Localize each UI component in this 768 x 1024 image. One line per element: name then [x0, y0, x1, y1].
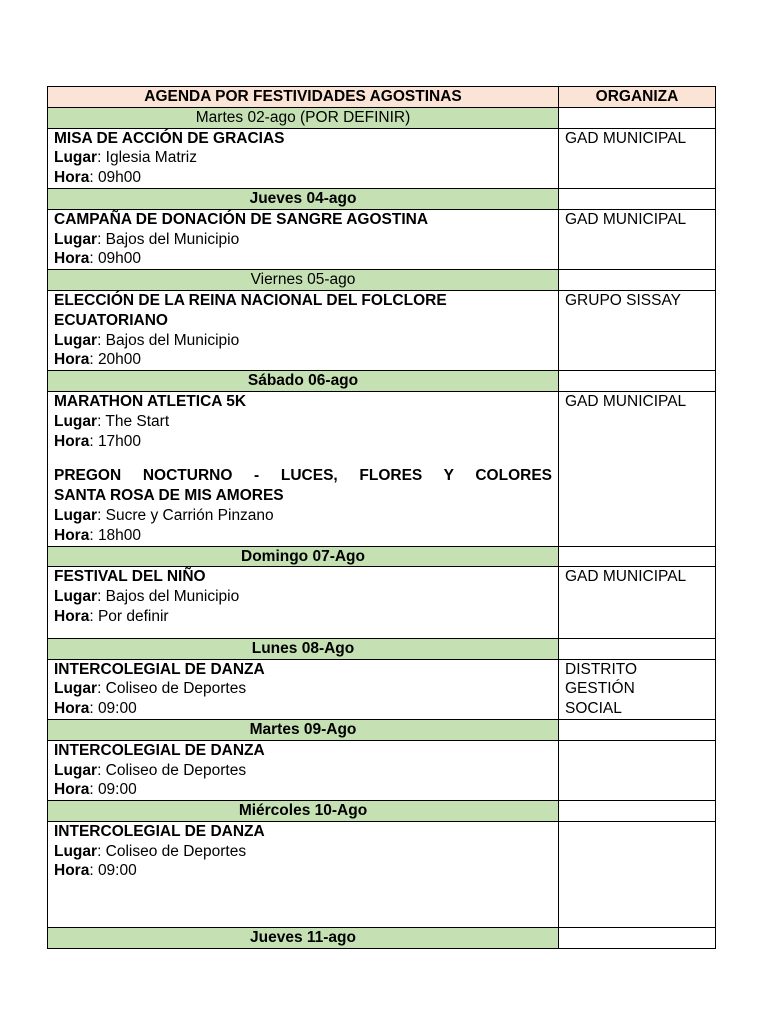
event-title: FESTIVAL DEL NIÑO [54, 568, 206, 586]
event-row [48, 821, 716, 927]
date-cell: Jueves 11-ago [48, 928, 559, 949]
date-row [48, 719, 716, 740]
time-value: : 09:00 [89, 862, 137, 880]
event-cell [48, 128, 559, 188]
location-label: Lugar [54, 149, 98, 167]
time-value: : 09h00 [89, 169, 142, 187]
time-label: Hora [54, 607, 90, 625]
time-value: : 20h00 [89, 351, 142, 369]
date-row [48, 107, 716, 128]
event-cell [48, 209, 559, 269]
event-title-line: PREGON NOCTURNO - LUCES, FLORES Y COLORES [54, 467, 552, 485]
date-cell: Martes 09-Ago [48, 719, 559, 740]
organiza-header: ORGANIZA [559, 87, 716, 108]
table-header-row [48, 87, 716, 108]
event-time [54, 780, 552, 800]
event-time [54, 607, 552, 627]
date-organiza-cell [559, 107, 716, 128]
time-value: : 09:00 [89, 781, 137, 799]
event-time [54, 249, 552, 269]
location-value: : Coliseo de Deportes [97, 761, 247, 779]
event-cell [48, 567, 559, 638]
date-organiza-cell [559, 801, 716, 822]
time-value: : 09:00 [89, 700, 137, 718]
date-organiza-cell [559, 546, 716, 567]
event-time [54, 861, 552, 881]
organizer-cell [559, 740, 716, 800]
time-label: Hora [54, 250, 90, 268]
location-value: : Bajos del Municipio [97, 230, 240, 248]
location-value: : Bajos del Municipio [97, 331, 240, 349]
date-organiza-cell [559, 928, 716, 949]
date-row [48, 371, 716, 392]
date-row [48, 638, 716, 659]
event-time [54, 432, 552, 452]
organizer-cell [559, 821, 716, 927]
date-cell: Sábado 06-ago [48, 371, 559, 392]
organizer-cell: GAD MUNICIPAL [559, 567, 716, 638]
location-value: : The Start [97, 412, 170, 430]
date-cell: Lunes 08-Ago [48, 638, 559, 659]
event-location [54, 761, 552, 781]
organizer-line: DISTRITO [565, 660, 638, 678]
time-value: : 17h00 [89, 432, 142, 450]
event-title: CAMPAÑA DE DONACIÓN DE SANGRE AGOSTINA [54, 210, 429, 228]
organizer-line: SOCIAL [565, 700, 622, 718]
event-cell [48, 290, 559, 370]
organizer-line: GESTIÓN [565, 680, 635, 698]
location-label: Lugar [54, 680, 98, 698]
location-value: : Coliseo de Deportes [97, 842, 247, 860]
event-title [54, 291, 552, 331]
date-organiza-cell [559, 270, 716, 291]
time-label: Hora [54, 169, 90, 187]
time-label: Hora [54, 862, 90, 880]
location-label: Lugar [54, 588, 98, 606]
event-spacer [54, 451, 552, 466]
time-label: Hora [54, 432, 90, 450]
date-row [48, 270, 716, 291]
location-label: Lugar [54, 761, 98, 779]
date-row [48, 801, 716, 822]
location-value: : Bajos del Municipio [97, 588, 240, 606]
location-label: Lugar [54, 506, 98, 524]
time-label: Hora [54, 351, 90, 369]
event-row [48, 290, 716, 370]
event-row [48, 128, 716, 188]
event-location [54, 842, 552, 862]
event-location [54, 412, 552, 432]
time-value: : Por definir [89, 607, 169, 625]
organizer-cell: GAD MUNICIPAL [559, 128, 716, 188]
event-title: INTERCOLEGIAL DE DANZA [54, 822, 265, 840]
event-title: INTERCOLEGIAL DE DANZA [54, 660, 265, 678]
event-location [54, 679, 552, 699]
date-cell: Jueves 04-ago [48, 188, 559, 209]
event-spacer [54, 881, 552, 927]
location-value: : Sucre y Carrión Pinzano [97, 506, 274, 524]
location-label: Lugar [54, 230, 98, 248]
event-location [54, 587, 552, 607]
event-title: MARATHON ATLETICA 5K [54, 392, 247, 410]
event-row [48, 659, 716, 719]
location-label: Lugar [54, 412, 98, 430]
event-time [54, 699, 552, 719]
date-row [48, 546, 716, 567]
date-organiza-cell [559, 188, 716, 209]
event-cell [48, 391, 559, 546]
event-title-line: SANTA ROSA DE MIS AMORES [54, 487, 284, 505]
agenda-table [47, 86, 716, 949]
event-time [54, 526, 552, 546]
date-organiza-cell [559, 371, 716, 392]
event-spacer [54, 627, 552, 638]
organizer-cell: GAD MUNICIPAL [559, 209, 716, 269]
date-row [48, 928, 716, 949]
date-cell: Miércoles 10-Ago [48, 801, 559, 822]
event-title-line: ECUATORIANO [54, 311, 168, 329]
event-cell [48, 740, 559, 800]
date-organiza-cell [559, 719, 716, 740]
event-title: INTERCOLEGIAL DE DANZA [54, 741, 265, 759]
time-label: Hora [54, 700, 90, 718]
event-location [54, 148, 552, 168]
agenda-header: AGENDA POR FESTIVIDADES AGOSTINAS [48, 87, 559, 108]
event-row [48, 567, 716, 638]
organizer-cell: GAD MUNICIPAL [559, 391, 716, 546]
date-cell: Domingo 07-Ago [48, 546, 559, 567]
event-title-line: ELECCIÓN DE LA REINA NACIONAL DEL FOLCLORE [54, 291, 447, 309]
time-label: Hora [54, 526, 90, 544]
location-label: Lugar [54, 842, 98, 860]
event-time [54, 168, 552, 188]
location-label: Lugar [54, 331, 98, 349]
date-row [48, 188, 716, 209]
event-cell [48, 659, 559, 719]
date-organiza-cell [559, 638, 716, 659]
date-cell: Martes 02-ago (POR DEFINIR) [48, 107, 559, 128]
event-title: MISA DE ACCIÓN DE GRACIAS [54, 129, 285, 147]
event-row [48, 391, 716, 546]
date-cell: Viernes 05-ago [48, 270, 559, 291]
event-time [54, 350, 552, 370]
time-value: : 09h00 [89, 250, 142, 268]
event-location [54, 506, 552, 526]
event-cell [48, 821, 559, 927]
event-row [48, 740, 716, 800]
time-value: : 18h00 [89, 526, 142, 544]
event-row [48, 209, 716, 269]
location-value: : Iglesia Matriz [97, 149, 197, 167]
organizer-cell [559, 659, 716, 719]
organizer-cell: GRUPO SISSAY [559, 290, 716, 370]
location-value: : Coliseo de Deportes [97, 680, 247, 698]
event-location [54, 331, 552, 351]
time-label: Hora [54, 781, 90, 799]
event-location [54, 230, 552, 250]
